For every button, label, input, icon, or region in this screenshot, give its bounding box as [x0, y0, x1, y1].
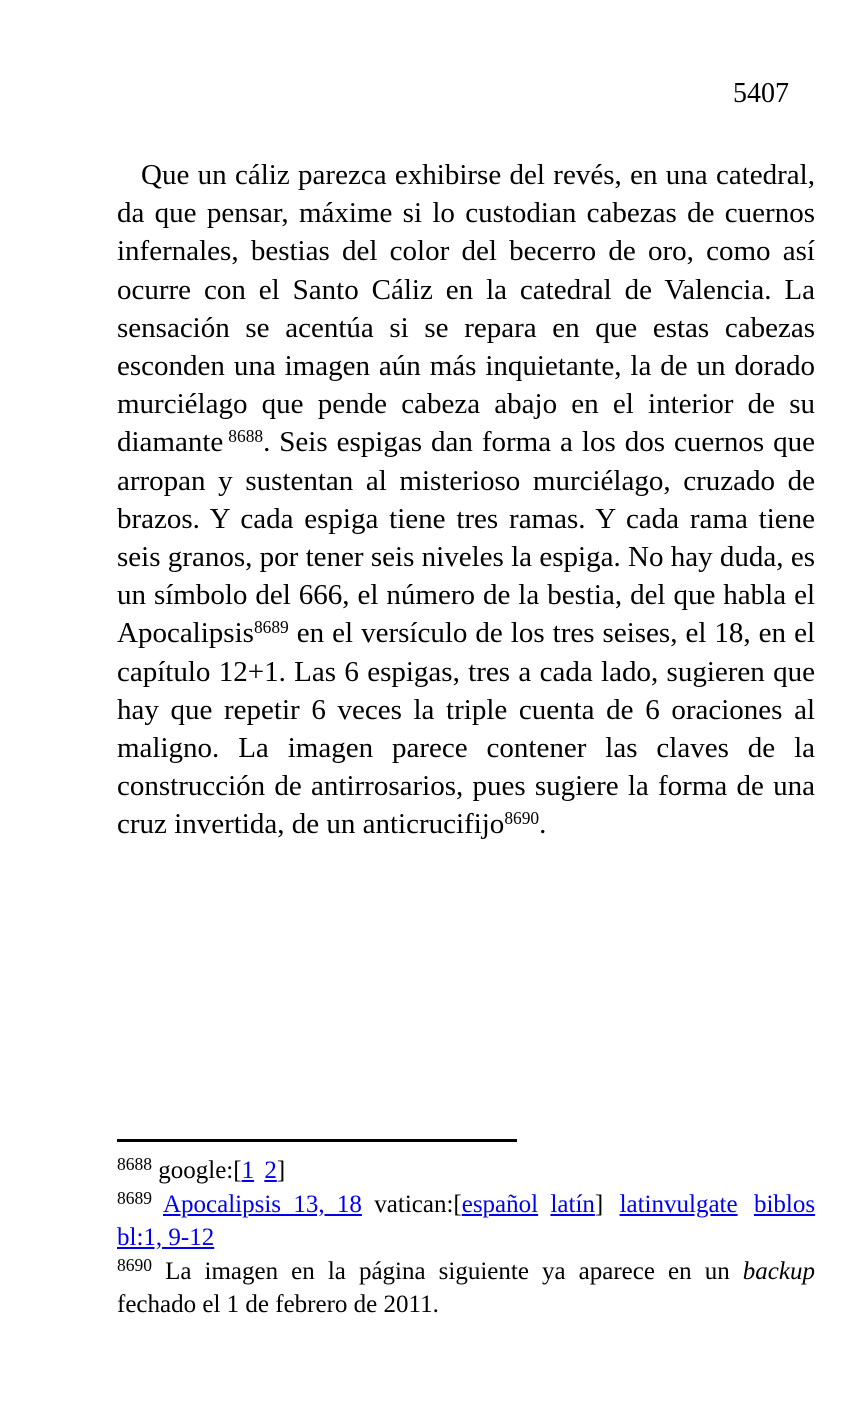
footnote-link-espanol[interactable]: español [461, 1190, 539, 1218]
footnote-link-latin[interactable]: latín [550, 1190, 595, 1218]
footnote-ref-8690: 8690 [504, 808, 540, 829]
footnote-text: La imagen en la página siguiente ya aparece en un [165, 1257, 730, 1285]
footnote-text: ] [276, 1157, 286, 1184]
paragraph-segment: . Seis espigas dan forma a los dos cuernos que arropan y sustentan al misterioso murciélago, cruzado de brazos. Y cada espiga tiene tres ramas. Y cada rama tiene seis granos, por tener seis niveles la espiga. No hay duda, es un símbolo del 666, el número de la bestia, del que habla el Apocalipsis [117, 426, 815, 650]
page-number: 5407 [733, 78, 789, 109]
footnote-ref-8689: 8689 [253, 617, 289, 638]
paragraph-segment: . [539, 808, 547, 841]
footnote-link-latinvulgate[interactable]: latinvulgate [619, 1190, 738, 1218]
paragraph-segment: en el versículo de los tres seises, el 18, en el capítulo 12+1. Las 6 espigas, tres a cada lado, sugieren que hay que repetir 6 veces la triple cuenta de 6 oraciones al maligno. La imagen parece contener las claves de la construcción de antirrosarios, pues sugiere la forma de una cruz invertida, de un anticrucifijo [117, 617, 815, 841]
footnote-text: ] [594, 1190, 604, 1218]
footnote-8688 [117, 1154, 815, 1188]
footnote-text: google:[ [158, 1157, 242, 1184]
footnote-separator [117, 1139, 517, 1142]
footnote-link-google-1[interactable]: 1 [241, 1157, 255, 1184]
footnote-marker: 8688 [117, 1154, 152, 1175]
body-paragraph [117, 156, 815, 844]
footnote-8689 [117, 1188, 815, 1255]
footnote-link-apocalipsis[interactable]: Apocalipsis 13, 18 [162, 1190, 362, 1218]
footnotes-section [117, 1139, 815, 1322]
footnote-marker: 8689 [117, 1187, 152, 1208]
footnote-text: fechado el 1 de febrero de 2011. [117, 1291, 439, 1318]
footnote-link-bl[interactable]: bl:1, 9-12 [117, 1224, 215, 1251]
footnote-marker: 8690 [117, 1254, 152, 1275]
footnote-link-google-2[interactable]: 2 [264, 1157, 277, 1184]
paragraph-segment: Que un cáliz parezca exhibirse del revés, en una catedral, da que pensar, máxime si lo custodian cabezas de cuernos infernales, bestias del color del becerro de oro, como así ocurre con el Santo Cáliz en la catedral de Valencia. La sensación se acentúa si se repara en que estas cabezas esconden una imagen aún más inquietante, la de un dorado murciélago que pende cabeza abajo en el interior de su diamante [117, 159, 815, 459]
footnote-text: vatican:[ [374, 1190, 462, 1218]
footnote-italic-text: backup [742, 1257, 815, 1285]
footnote-ref-8688: 8688 [228, 426, 264, 447]
footnote-link-biblos[interactable]: biblos [753, 1190, 816, 1218]
footnote-8690 [117, 1255, 815, 1322]
main-text-block [117, 156, 815, 844]
